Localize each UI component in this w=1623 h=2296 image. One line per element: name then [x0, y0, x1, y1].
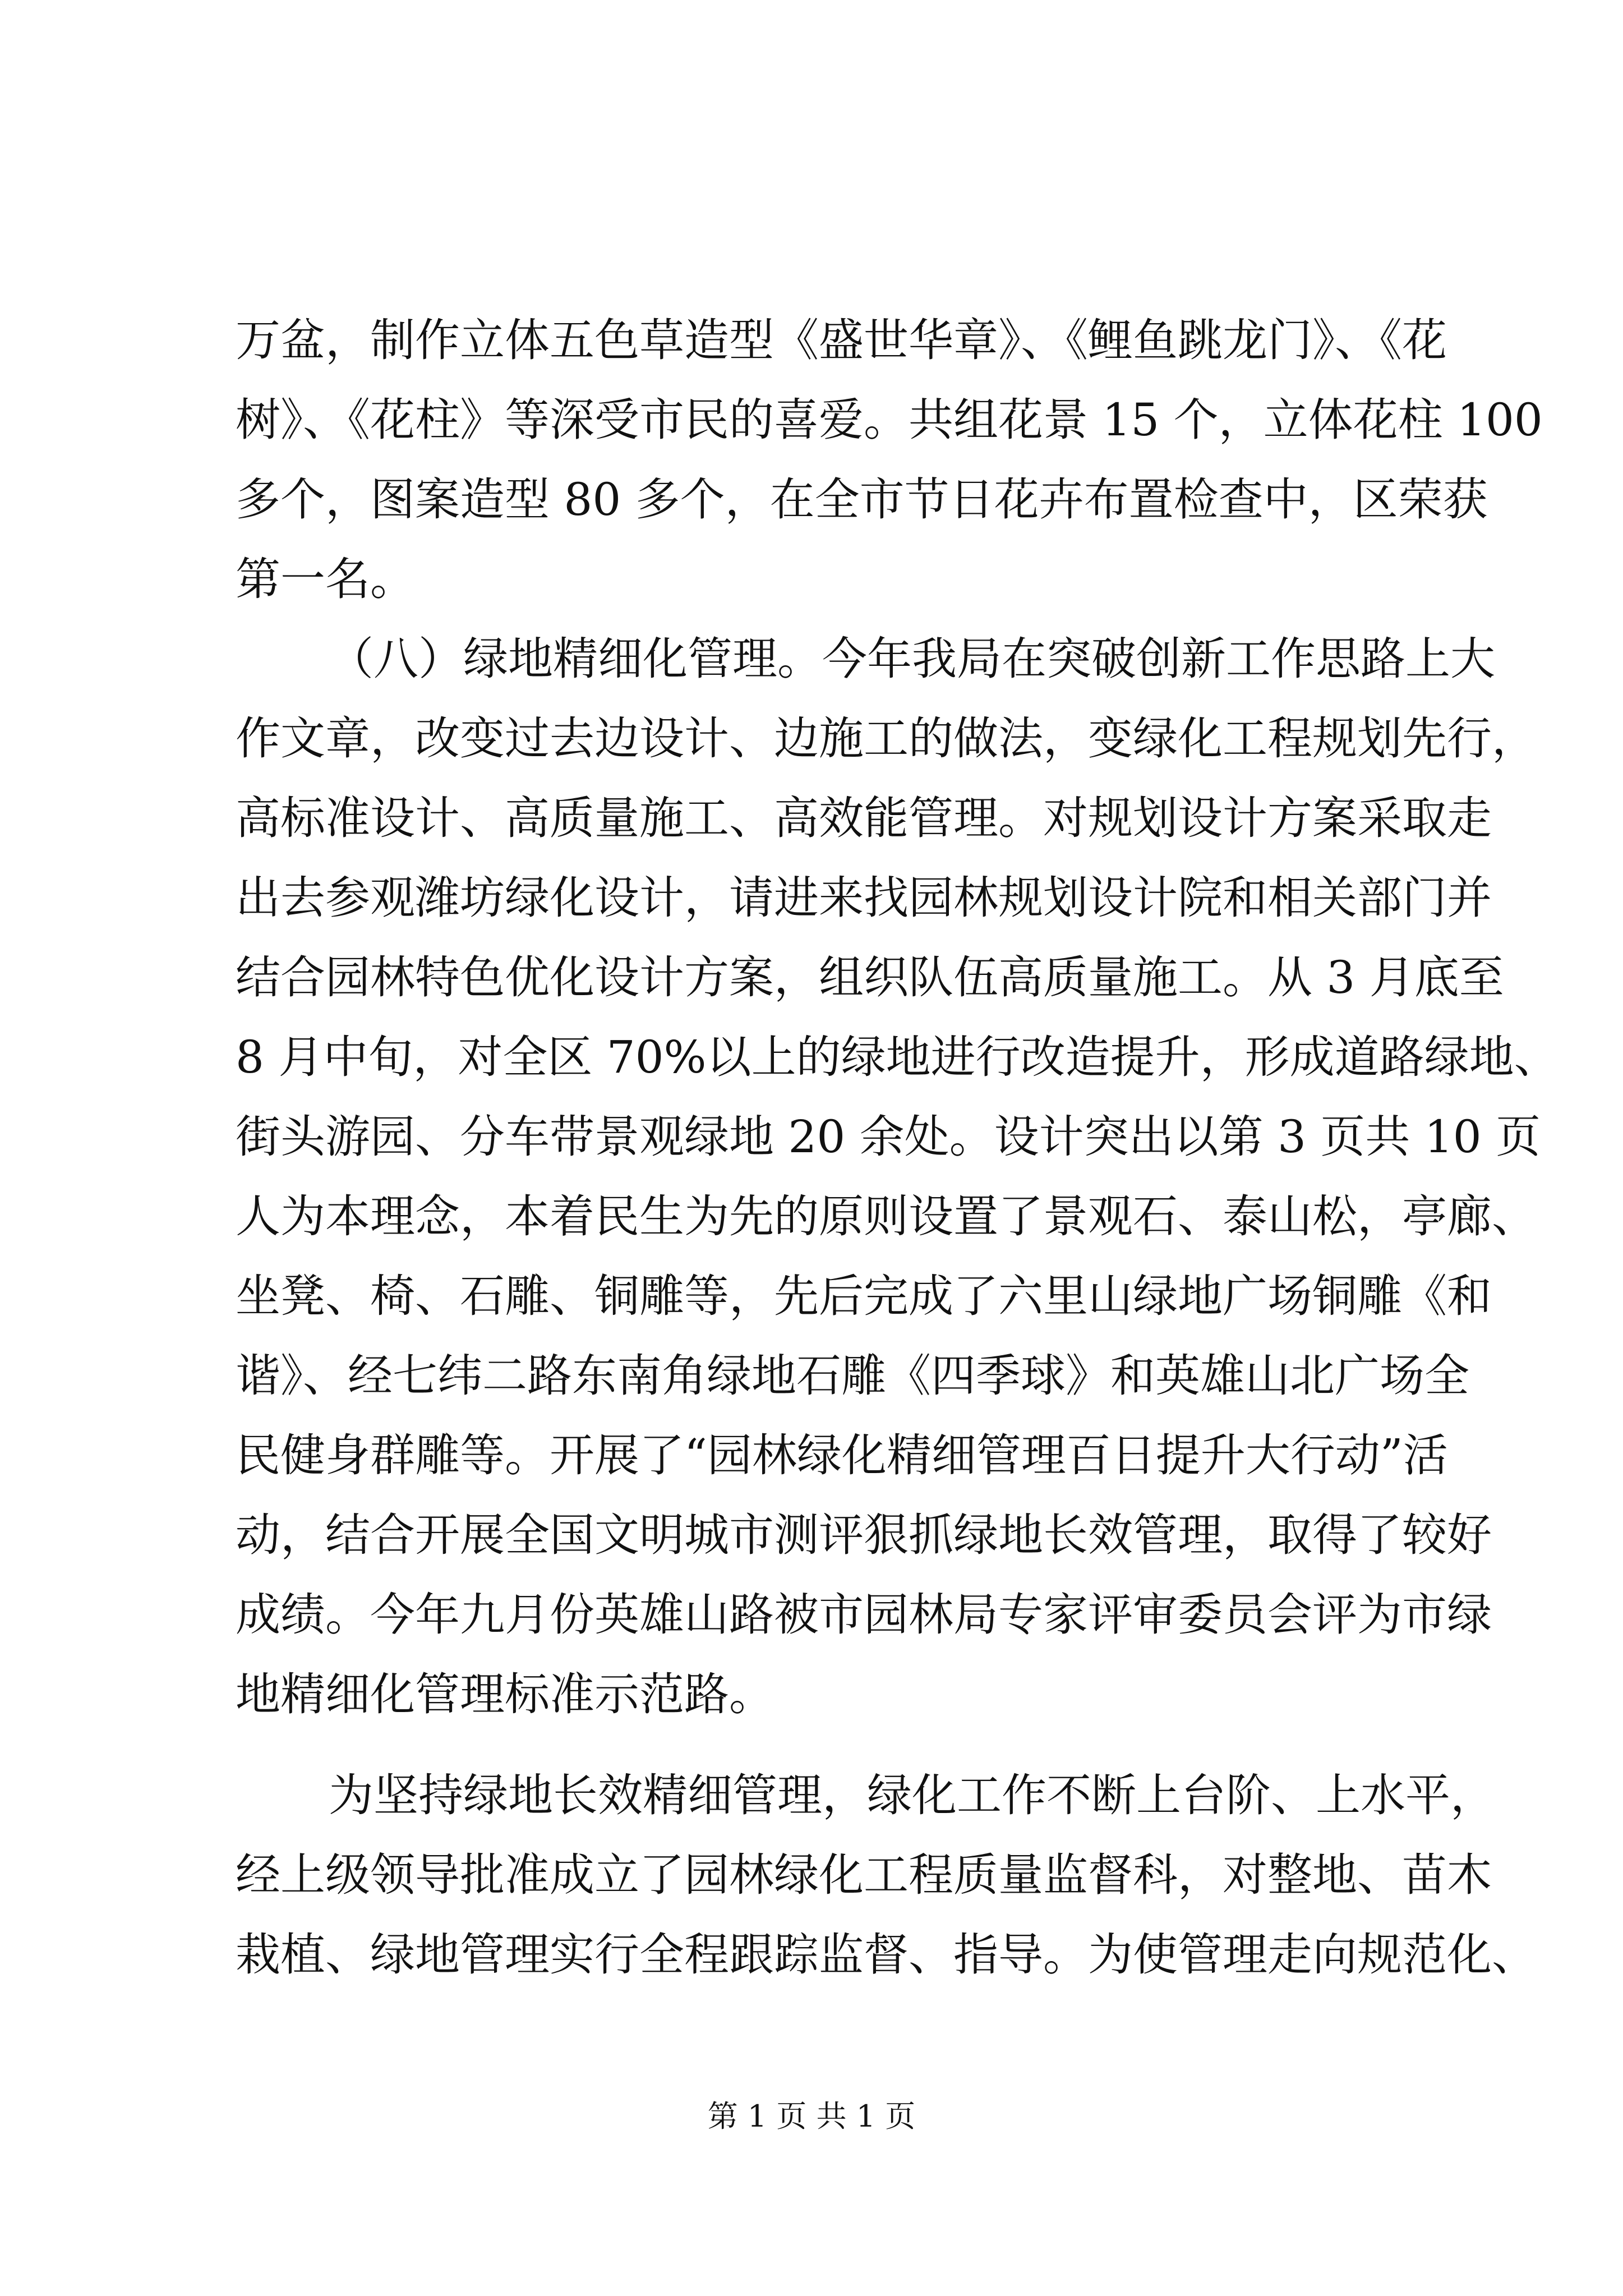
text-line: 出去参观潍坊绿化设计，请进来找园林规划设计院和相关部门并 — [236, 872, 1492, 924]
text-line: 动，结合开展全国文明城市测评狠抓绿地长效管理，取得了较好 — [236, 1509, 1492, 1561]
text-line: 坐凳、椅、石雕、铜雕等，先后完成了六里山绿地广场铜雕《和 — [236, 1270, 1492, 1322]
text-line: 树》、《花柱》等深受市民的喜爱。共组花景 15 个，立体花柱 100 — [236, 394, 1543, 446]
text-line: 栽植、绿地管理实行全程跟踪监督、指导。为使管理走向规范化、 — [236, 1929, 1537, 1981]
text-line: 为坚持绿地长效精细管理，绿化工作不断上台阶、上水平， — [329, 1769, 1495, 1821]
text-line: 谐》、经七纬二路东南角绿地石雕《四季球》和英雄山北广场全 — [236, 1350, 1469, 1402]
text-line: 第一名。 — [236, 553, 415, 605]
text-line: 高标准设计、高质量施工、高效能管理。对规划设计方案采取走 — [236, 792, 1492, 844]
text-line: 8 月中旬，对全区 70%以上的绿地进行改造提升，形成道路绿地、 — [236, 1031, 1559, 1083]
text-line: 结合园林特色优化设计方案，组织队伍高质量施工。从 3 月底至 — [236, 951, 1504, 1004]
text-line: （八）绿地精细化管理。今年我局在突破创新工作思路上大 — [329, 633, 1495, 685]
text-line: 地精细化管理标准示范路。 — [236, 1668, 774, 1720]
text-line: 街头游园、分车带景观绿地 20 余处。设计突出以第 3 页共 10 页 — [236, 1111, 1541, 1163]
text-line: 人为本理念，本着民生为先的原则设置了景观石、泰山松，亭廊、 — [236, 1190, 1537, 1243]
text-line: 成绩。今年九月份英雄山路被市园林局专家评审委员会评为市绿 — [236, 1589, 1492, 1641]
body-text — [236, 301, 1559, 1995]
page-footer: 第 1 页 共 1 页 — [707, 2099, 916, 2134]
text-line: 万盆，制作立体五色草造型《盛世华章》、《鲤鱼跳龙门》、《花 — [236, 314, 1447, 366]
text-line: 民健身群雕等。开展了“园林绿化精细管理百日提升大行动”活 — [236, 1429, 1448, 1481]
text-line: 经上级领导批准成立了园林绿化工程质量监督科，对整地、苗木 — [236, 1849, 1492, 1901]
text-line: 多个，图案造型 80 多个，在全市节日花卉布置检查中，区荣获 — [236, 473, 1488, 526]
text-line: 作文章，改变过去边设计、边施工的做法，变绿化工程规划先行， — [236, 712, 1537, 765]
